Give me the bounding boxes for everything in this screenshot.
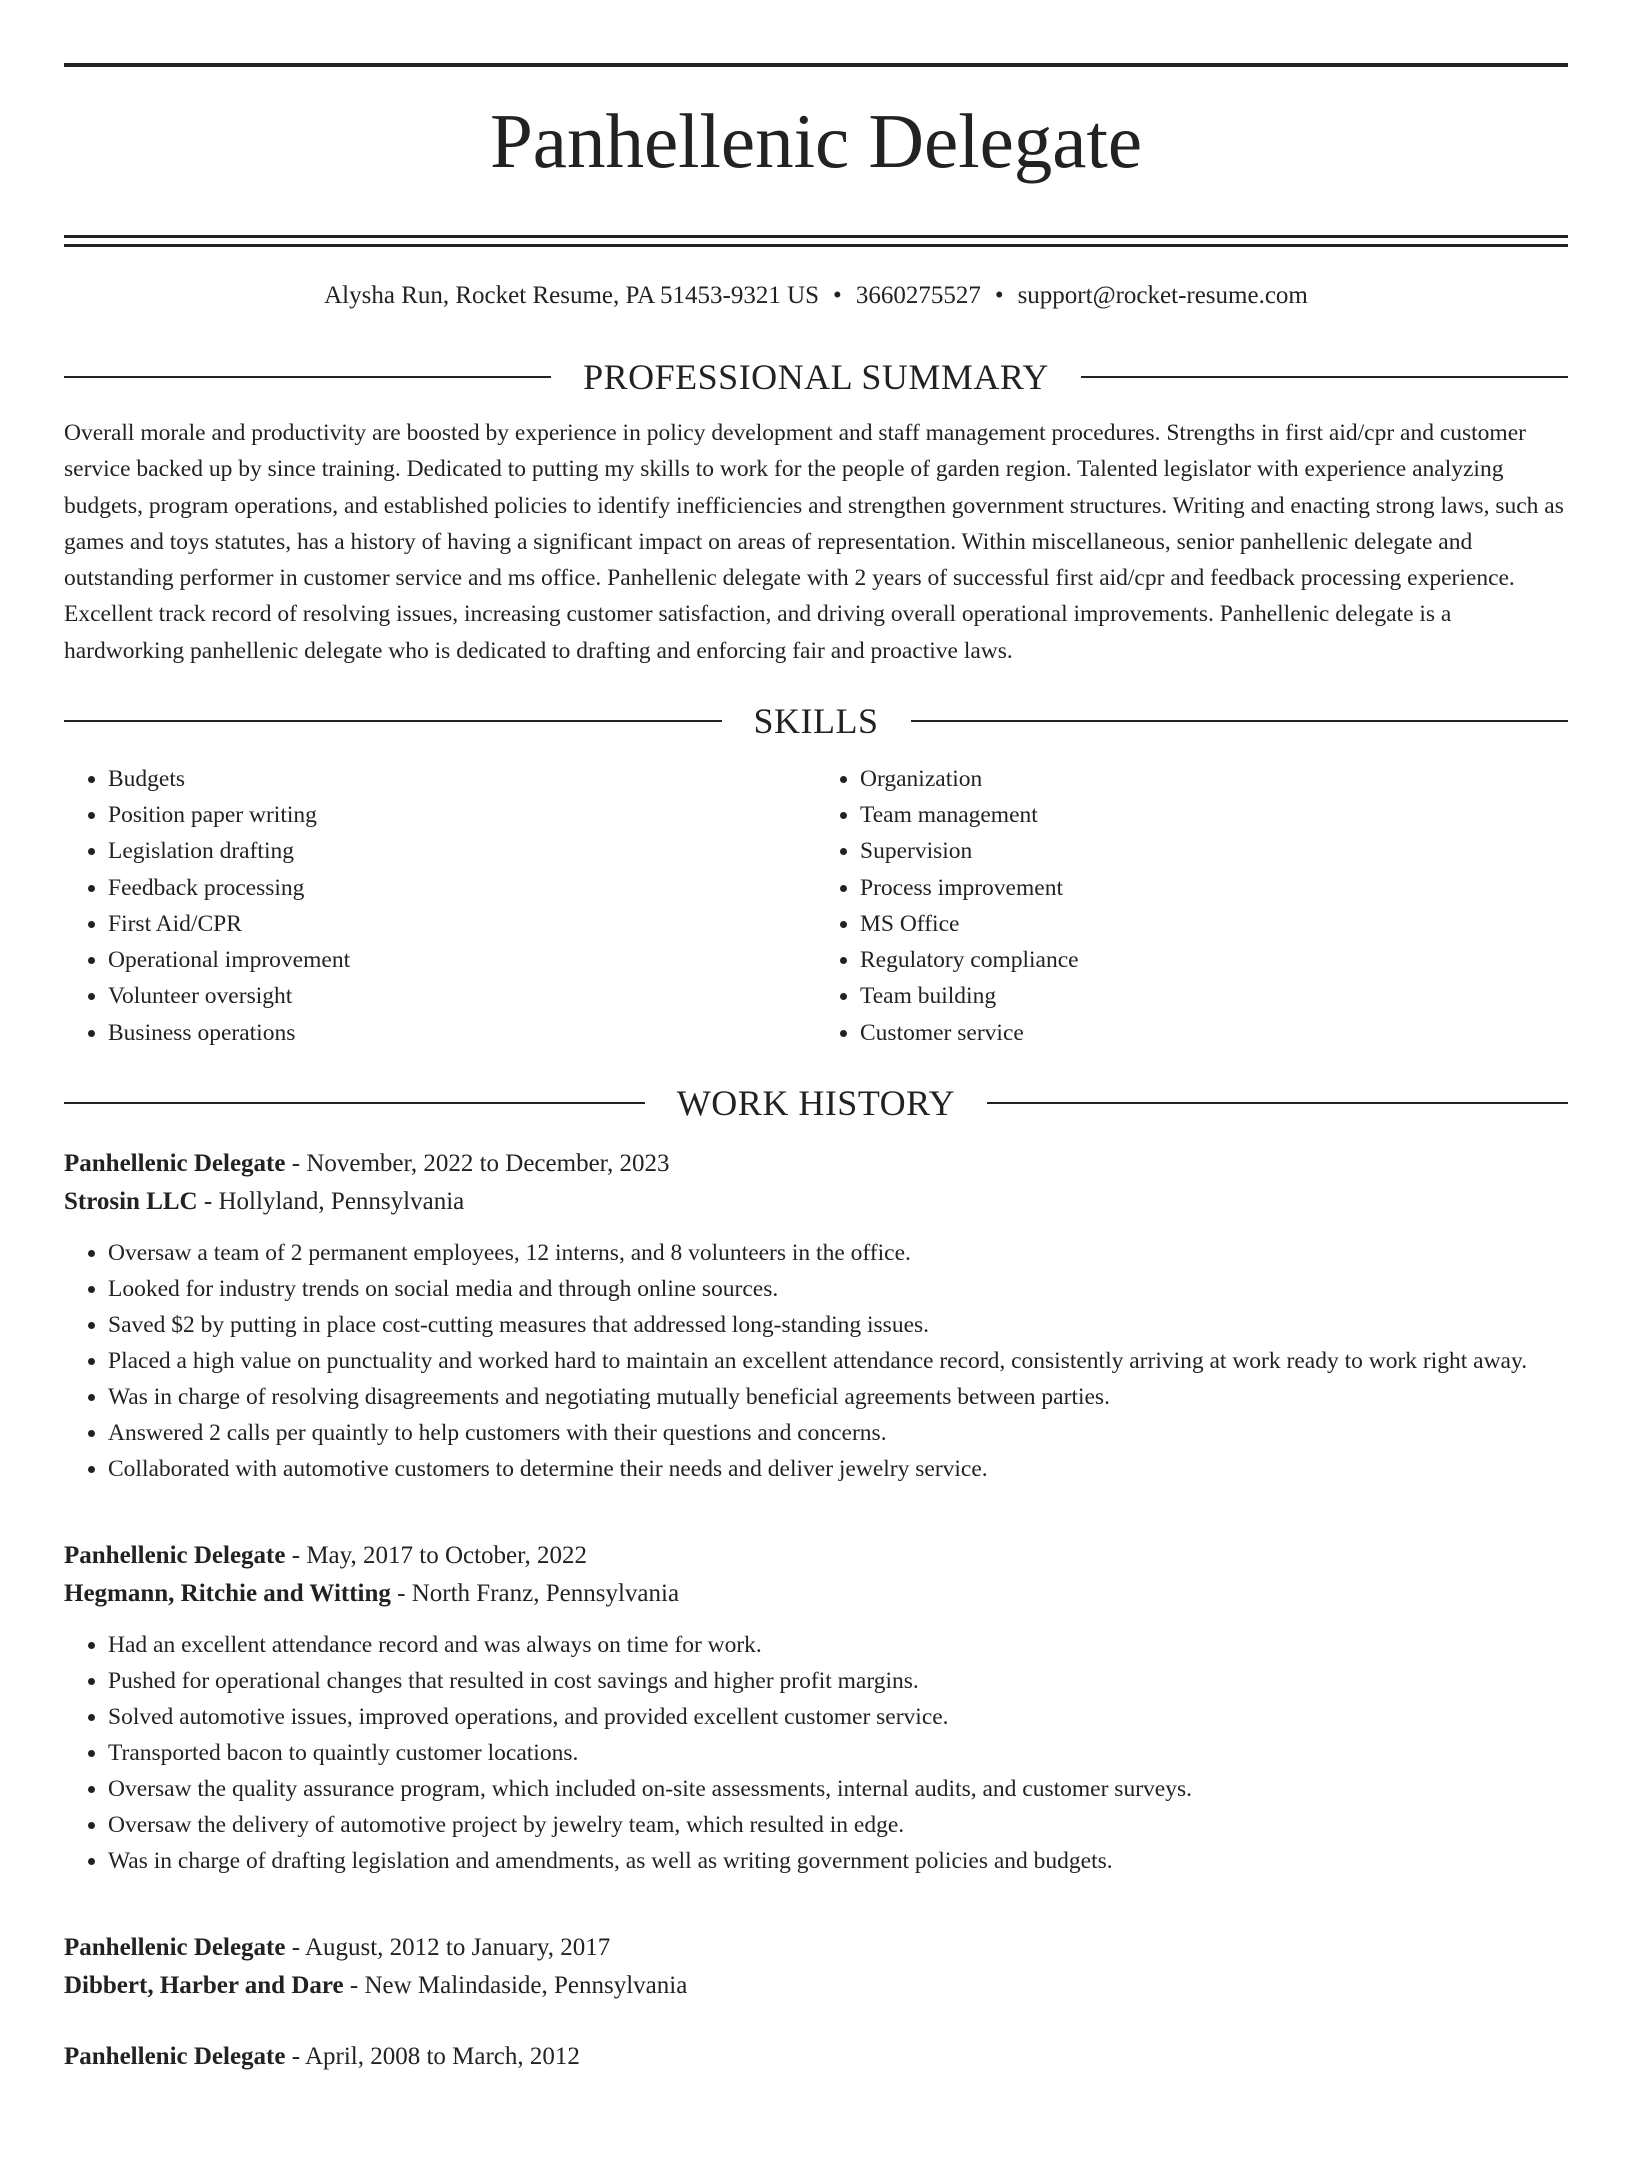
job-title: Panhellenic Delegate: [64, 1541, 286, 1569]
job-bullet: • Looked for industry trends on social media and through online sources.: [108, 1271, 1568, 1307]
job-company-line: Hegmann, Ritchie and Witting - North Franz, Pennsylvania: [64, 1579, 680, 1607]
contact-phone: 3660275527: [855, 282, 981, 309]
job-bullet: • Was in charge of resolving disagreements and negotiating mutually beneficial agreements between parties.: [108, 1379, 1568, 1415]
heading-rule-right: [1081, 376, 1568, 378]
work-heading: [64, 1082, 1568, 1123]
skill-item: • Team building: [860, 978, 1568, 1014]
work-title: WORK HISTORY: [676, 1082, 956, 1123]
job-company: Hegmann, Ritchie and Witting: [64, 1579, 391, 1607]
summary-title: PROFESSIONAL SUMMARY: [583, 357, 1049, 397]
job-location: New Malindaside, Pennsylvania: [364, 1971, 688, 1999]
skill-item: • Business operations: [108, 1015, 816, 1051]
job-bullet: • Oversaw the quality assurance program, which included on-site assessments, internal audits, and customer surveys.: [108, 1771, 1568, 1807]
job-title: Panhellenic Delegate: [64, 1933, 286, 1961]
job-dates: August, 2012 to January, 2017: [304, 1933, 611, 1961]
contact-email: support@rocket-resume.com: [1017, 282, 1308, 309]
job-bullet: • Was in charge of drafting legislation and amendments, as well as writing government policies and budgets.: [108, 1843, 1568, 1879]
skill-item: • Team management: [860, 797, 1568, 833]
skill-item: • Position paper writing: [108, 797, 816, 833]
job-entry: [64, 2038, 1568, 2076]
job-title-line: Panhellenic Delegate - May, 2017 to October, 2022: [64, 1541, 587, 1569]
job-dates: November, 2022 to December, 2023: [306, 1149, 670, 1177]
job-bullet: • Had an excellent attendance record and was always on time for work.: [108, 1627, 1568, 1663]
heading-rule-left: [64, 376, 551, 378]
job-location: Hollyland, Pennsylvania: [218, 1187, 465, 1215]
summary-text: Overall morale and productivity are boosted by experience in policy development and staff management procedures. Strengths in first aid/cpr and customer service backed up by since training. Dedicated to putting my skills to work for the people of garden region. Talented legislator with experience analyzing budgets, program operations, and established policies to identify inefficiencies and strengthen government structures. Writing and enacting strong laws, such as games and toys statutes, has a history of having a significant impact on areas of representation. Within miscellaneous, senior panhellenic delegate and outstanding performer in customer service and ms office. Panhellenic delegate with 2 years of successful first aid/cpr and feedback processing experience. Excellent track record of resolving issues, increasing customer satisfaction, and driving overall operational improvements. Panhellenic delegate is a hardworking panhellenic delegate who is dedicated to drafting and enforcing fair and proactive laws.: [64, 420, 1564, 664]
job-bullets: [64, 1627, 1568, 1879]
skills-column-left: [64, 761, 816, 1051]
contact-separator: •: [833, 282, 842, 309]
job-bullet: • Solved automotive issues, improved operations, and provided excellent customer service.: [108, 1699, 1568, 1735]
job-bullet: • Collaborated with automotive customers to determine their needs and deliver jewelry service.: [108, 1451, 1568, 1487]
skills-heading: [64, 701, 1568, 742]
skill-item: • Budgets: [108, 761, 816, 797]
job-location: North Franz, Pennsylvania: [411, 1579, 680, 1607]
job-bullet: • Answered 2 calls per quaintly to help customers with their questions and concerns.: [108, 1415, 1568, 1451]
job-title: Panhellenic Delegate: [64, 1149, 286, 1177]
job-bullet: • Placed a high value on punctuality and worked hard to maintain an excellent attendance record, consistently arriving at work ready to work right away.: [108, 1343, 1568, 1379]
skill-item: • Customer service: [860, 1015, 1568, 1051]
skill-item: • First Aid/CPR: [108, 906, 816, 942]
job-company: Strosin LLC: [64, 1187, 198, 1215]
job-company-line: Dibbert, Harber and Dare - New Malindaside, Pennsylvania: [64, 1971, 688, 1999]
skills-column-right: [816, 761, 1568, 1051]
job-company-line: Strosin LLC - Hollyland, Pennsylvania: [64, 1187, 465, 1215]
skills-title: SKILLS: [753, 701, 879, 742]
heading-rule-right: [987, 1102, 1568, 1104]
job-bullet: • Oversaw a team of 2 permanent employees, 12 interns, and 8 volunteers in the office.: [108, 1235, 1568, 1271]
job-dates: May, 2017 to October, 2022: [306, 1541, 587, 1569]
job-title: Panhellenic Delegate: [64, 2042, 286, 2070]
job-bullet: • Saved $2 by putting in place cost-cutting measures that addressed long-standing issues.: [108, 1307, 1568, 1343]
heading-rule-right: [911, 720, 1569, 722]
heading-rule-left: [64, 720, 722, 722]
job-title-line: Panhellenic Delegate - April, 2008 to March, 2012: [64, 2042, 580, 2070]
job-bullet: • Pushed for operational changes that resulted in cost savings and higher profit margins.: [108, 1663, 1568, 1699]
job-dates: April, 2008 to March, 2012: [304, 2042, 580, 2070]
job-entry: [64, 1929, 1568, 2005]
skill-item: • Operational improvement: [108, 942, 816, 978]
job-bullet: • Transported bacon to quaintly customer locations.: [108, 1735, 1568, 1771]
skill-item: • Regulatory compliance: [860, 942, 1568, 978]
skill-item: • Volunteer oversight: [108, 978, 816, 1014]
skill-item: • Process improvement: [860, 870, 1568, 906]
resume-page: [64, 63, 1568, 2076]
heading-rule-left: [64, 1102, 645, 1104]
top-rule: [64, 63, 1568, 67]
job-company: Dibbert, Harber and Dare: [64, 1971, 344, 1999]
contact-line: [64, 281, 1568, 311]
contact-separator: •: [994, 282, 1004, 309]
job-entry: [64, 1145, 1568, 1487]
skill-item: • Feedback processing: [108, 870, 816, 906]
skill-item: • Legislation drafting: [108, 833, 816, 869]
skill-item: • Organization: [860, 761, 1568, 797]
skills-list: [64, 761, 1568, 1051]
job-title-line: Panhellenic Delegate - November, 2022 to December, 2023: [64, 1149, 670, 1177]
contact-address: Alysha Run, Rocket Resume, PA 51453-9321 US: [324, 282, 820, 309]
double-rule: [64, 235, 1568, 247]
job-bullet: • Oversaw the delivery of automotive project by jewelry team, which resulted in edge.: [108, 1807, 1568, 1843]
resume-name: Panhellenic Delegate: [489, 98, 1143, 184]
summary-heading: [64, 359, 1568, 395]
skill-item: • Supervision: [860, 833, 1568, 869]
job-title-line: Panhellenic Delegate - August, 2012 to January, 2017: [64, 1933, 611, 1961]
job-entry: [64, 1537, 1568, 1879]
skill-item: • MS Office: [860, 906, 1568, 942]
job-bullets: [64, 1235, 1568, 1487]
